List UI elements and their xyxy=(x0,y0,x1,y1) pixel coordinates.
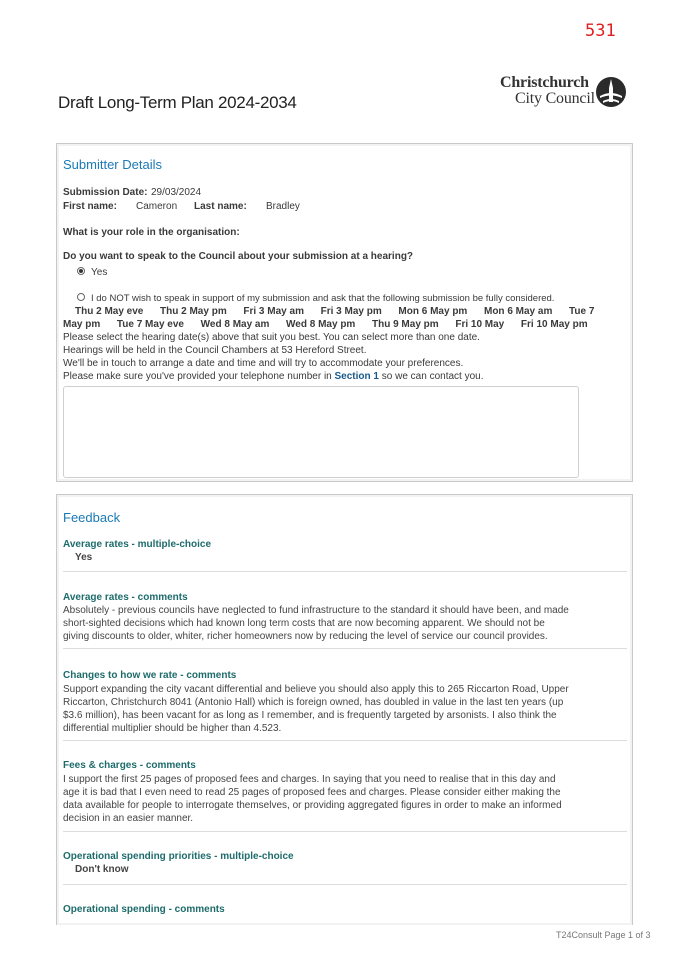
submission-date-value: 29/03/2024 xyxy=(151,187,202,198)
divider xyxy=(63,884,627,885)
first-name-value: Cameron xyxy=(136,201,178,212)
operational-comments-label: Operational spending - comments xyxy=(63,904,225,915)
submission-date-row xyxy=(63,186,201,199)
hearing-info-1: Please select the hearing date(s) above that suit you best. You can select more than one date. xyxy=(63,332,480,343)
average-rates-comments-label: Average rates - comments xyxy=(63,592,188,603)
changes-to-rating-label: Changes to how we rate - comments xyxy=(63,670,237,681)
first-name-label: First name: xyxy=(63,201,117,212)
hearing-info-3: We'll be in touch to arrange a date and time and will try to accommodate your preferences. xyxy=(63,358,464,369)
average-rates-choice-answer: Yes xyxy=(75,552,93,563)
divider xyxy=(63,648,627,649)
last-name-label: Last name: xyxy=(194,201,247,212)
divider xyxy=(63,831,627,832)
average-rates-choice-label: Average rates - multiple-choice xyxy=(63,539,212,550)
option-yes-label: Yes xyxy=(91,267,108,278)
role-question: What is your role in the organisation: xyxy=(63,227,240,238)
logo-line-2: City Council xyxy=(515,90,595,107)
hearing-info-4-text: Please make sure you've provided your telephone number in xyxy=(63,371,335,382)
hearing-dates-line-2: May pm Tue 7 May eve Wed 8 May am Wed 8 May pm Thu 9 May pm Fri 10 May Fri 10 May pm xyxy=(63,319,588,330)
option-no[interactable] xyxy=(77,292,554,305)
radio-selected-icon[interactable] xyxy=(77,267,85,275)
radio-unselected-icon[interactable] xyxy=(77,293,85,301)
divider xyxy=(63,571,627,572)
changes-to-rating-text: Support expanding the city vacant differential and believe you should also apply this to 265 Riccarton Road, Upper Riccarton, Christchurch 8041 (Antonio Hall) which is foreign owned, has doubled in value in the last ten years (up $3.6 million), has been vacant for as long as I remember, and is frequently targeted by arsonists. I also think the differential multiplier should be higher than 4.523. xyxy=(63,684,569,734)
option-yes[interactable] xyxy=(77,266,107,279)
hearing-info-2: Hearings will be held in the Council Chambers at 53 Hereford Street. xyxy=(63,345,367,356)
page-number: 531 xyxy=(585,21,616,41)
hearing-info-4 xyxy=(63,370,484,383)
fees-charges-text: I support the first 25 pages of proposed fees and charges. In saying that you need to realise that in this day and age it is bad that I even need to read 25 pages of proposed fees and charges. Please consider either making the data available for people to interrogate themselves, or providing aggregated figures in order to make an informed decision in an easier manner. xyxy=(63,774,562,824)
operational-priorities-label: Operational spending priorities - multiple-choice xyxy=(63,851,294,862)
hearing-comments-textbox[interactable] xyxy=(63,386,579,478)
document-title: Draft Long-Term Plan 2024-2034 xyxy=(58,93,297,112)
submitter-details-section xyxy=(56,143,633,482)
hearing-question: Do you want to speak to the Council about your submission at a hearing? xyxy=(63,251,414,262)
operational-priorities-answer: Don't know xyxy=(75,864,129,875)
cathedral-icon xyxy=(595,76,627,108)
divider xyxy=(63,740,627,741)
average-rates-comments-text: Absolutely - previous councils have neglected to fund infrastructure to the standard it should have been, and made short-sighted decisions which had known long term costs that are now becoming apparent. We should not be giving discounts to older, whiter, richer homeowners now by reducing the level of service our council provides. xyxy=(63,605,569,642)
feedback-section xyxy=(56,494,633,925)
option-no-label: I do NOT wish to speak in support of my submission and ask that the following submission be fully considered. xyxy=(91,293,555,304)
hearing-info-4-tail: so we can contact you. xyxy=(378,371,484,382)
last-name-value: Bradley xyxy=(266,201,300,212)
page-footer: T24Consult Page 1 of 3 xyxy=(556,930,651,940)
section-1-link[interactable]: Section 1 xyxy=(334,371,379,382)
logo-line-1: Christchurch xyxy=(500,74,589,91)
council-logo xyxy=(500,74,630,110)
submission-date-label: Submission Date: xyxy=(63,187,148,198)
submitter-details-heading: Submitter Details xyxy=(63,157,162,172)
hearing-dates-line-1: Thu 2 May eve Thu 2 May pm Fri 3 May am Fri 3 May pm Mon 6 May pm Mon 6 May am Tue 7 xyxy=(75,306,595,317)
fees-charges-label: Fees & charges - comments xyxy=(63,760,196,771)
feedback-heading: Feedback xyxy=(63,510,121,525)
name-row xyxy=(63,200,300,213)
